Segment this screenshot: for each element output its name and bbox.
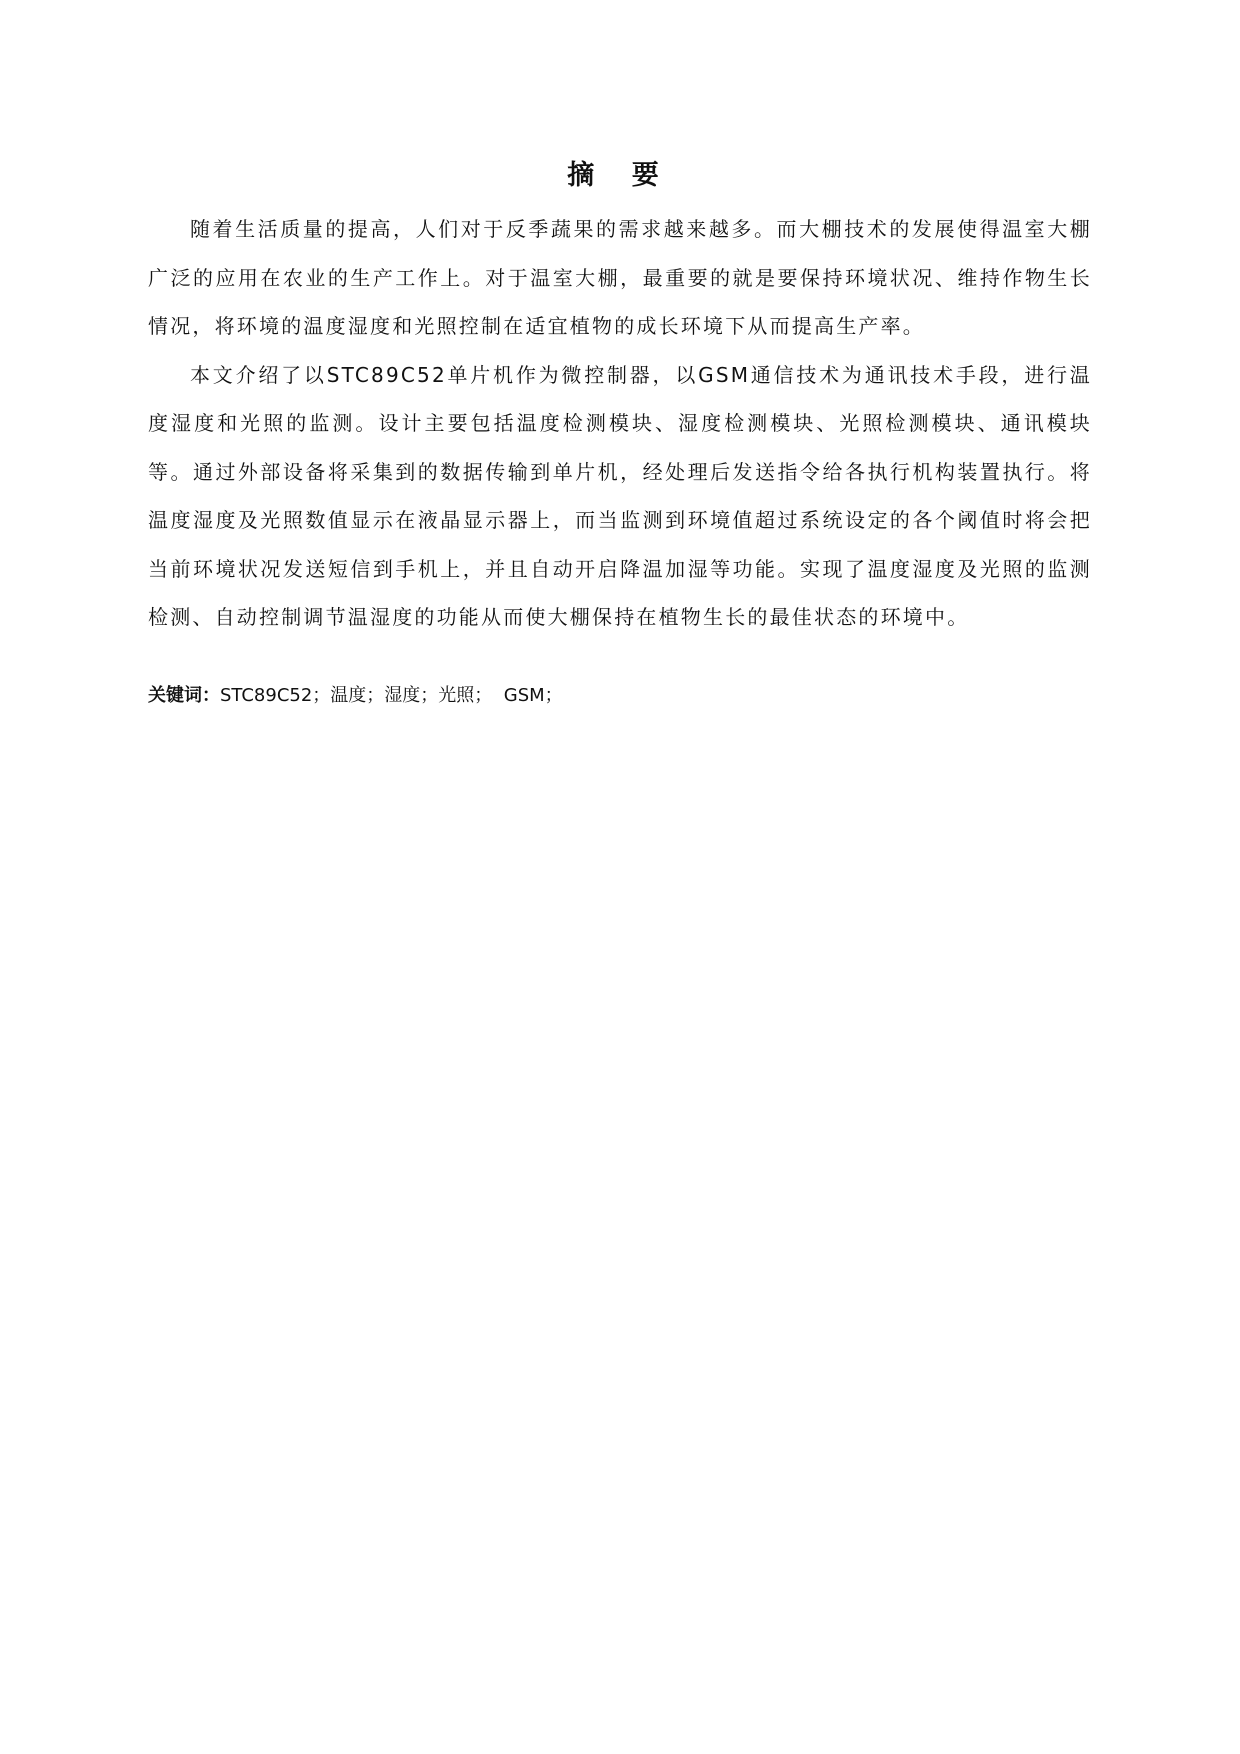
- abstract-paragraph-1: 随着生活质量的提高，人们对于反季蔬果的需求越来越多。而大棚技术的发展使得温室大棚广泛的应用在农业的生产工作上。对于温室大棚，最重要的就是要保持环境状况、维持作物生长情况，将环境的温度湿度和光照控制在适宜植物的成长环境下从而提高生产率。: [148, 217, 1092, 338]
- abstract-paragraph-2: 本文介绍了以STC89C52单片机作为微控制器，以GSM通信技术为通讯技术手段，进行温度湿度和光照的监测。设计主要包括温度检测模块、湿度检测模块、光照检测模块、通讯模块等。通过外部设备将采集到的数据传输到单片机，经处理后发送指令给各执行机构装置执行。将温度湿度及光照数值显示在液晶显示器上，而当监测到环境值超过系统设定的各个阈值时将会把当前环境状况发送短信到手机上，并且自动开启降温加湿等功能。实现了温度湿度及光照的监测检测、自动控制调节温湿度的功能从而使大棚保持在植物生长的最佳状态的环境中。: [148, 362, 1092, 629]
- keywords-line: [148, 684, 563, 708]
- keywords-value: STC89C52；温度；湿度；光照； GSM；: [220, 685, 563, 706]
- abstract-body: [148, 205, 1092, 642]
- abstract-title: 摘 要: [567, 160, 673, 191]
- keywords-label: 关键词：: [148, 685, 220, 706]
